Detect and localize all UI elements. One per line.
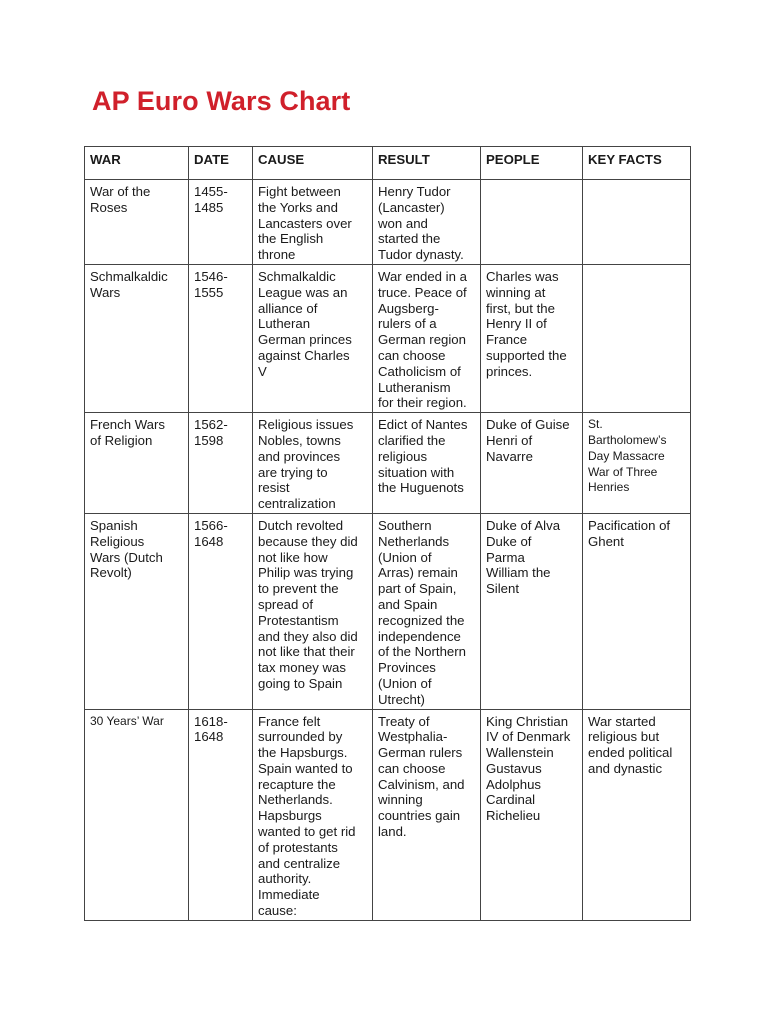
wars-table [84,146,691,921]
result-cell: War ended in a truce. Peace of Augsberg- rulers of a German region can choose Catholicism of Lutheranism for their region. [373,264,481,412]
people-cell [481,180,583,265]
date-cell: 1566- 1648 [189,513,253,709]
table-row [85,709,691,920]
key-facts-cell [583,264,691,412]
people-cell: Duke of Guise Henri of Navarre [481,413,583,514]
date-cell: 1455- 1485 [189,180,253,265]
war-cell: Spanish Religious Wars (Dutch Revolt) [85,513,189,709]
date-cell: 1618- 1648 [189,709,253,920]
result-cell: Treaty of Westphalia- German rulers can choose Calvinism, and winning countries gain land. [373,709,481,920]
cause-cell: Schmalkaldic League was an alliance of Lutheran German princes against Charles V [253,264,373,412]
war-cell: Schmalkaldic Wars [85,264,189,412]
key-facts-cell [583,180,691,265]
date-cell: 1546- 1555 [189,264,253,412]
page-title: AP Euro Wars Chart [92,86,351,116]
cause-cell: Fight between the Yorks and Lancasters over the English throne [253,180,373,265]
header-people: PEOPLE [481,147,583,180]
cause-cell: Dutch revolted because they did not like how Philip was trying to prevent the spread of Protestantism and they also did not like that their tax money was going to Spain [253,513,373,709]
date-cell: 1562- 1598 [189,413,253,514]
war-cell: French Wars of Religion [85,413,189,514]
result-cell: Edict of Nantes clarified the religious situation with the Huguenots [373,413,481,514]
table-row [85,413,691,514]
people-cell: Duke of Alva Duke of Parma William the Silent [481,513,583,709]
key-facts-cell: St. Bartholomew’s Day Massacre War of Three Henries [583,413,691,514]
header-war: WAR [85,147,189,180]
cause-cell: France felt surrounded by the Hapsburgs. Spain wanted to recapture the Netherlands. Hapsburgs wanted to get rid of protestants and centralize authority. Immediate cause: [253,709,373,920]
header-row [85,147,691,180]
war-cell: War of the Roses [85,180,189,265]
key-facts-cell: War started religious but ended political and dynastic [583,709,691,920]
header-date: DATE [189,147,253,180]
cause-cell: Religious issues Nobles, towns and provinces are trying to resist centralization [253,413,373,514]
header-key-facts: KEY FACTS [583,147,691,180]
result-cell: Southern Netherlands (Union of Arras) remain part of Spain, and Spain recognized the independence of the Northern Provinces (Union of Utrecht) [373,513,481,709]
key-facts-cell: Pacification of Ghent [583,513,691,709]
table-row [85,513,691,709]
header-result: RESULT [373,147,481,180]
war-cell: 30 Years’ War [85,709,189,920]
table-row [85,180,691,265]
table-row [85,264,691,412]
people-cell: Charles was winning at first, but the Henry II of France supported the princes. [481,264,583,412]
people-cell: King Christian IV of Denmark Wallenstein Gustavus Adolphus Cardinal Richelieu [481,709,583,920]
result-cell: Henry Tudor (Lancaster) won and started the Tudor dynasty. [373,180,481,265]
header-cause: CAUSE [253,147,373,180]
